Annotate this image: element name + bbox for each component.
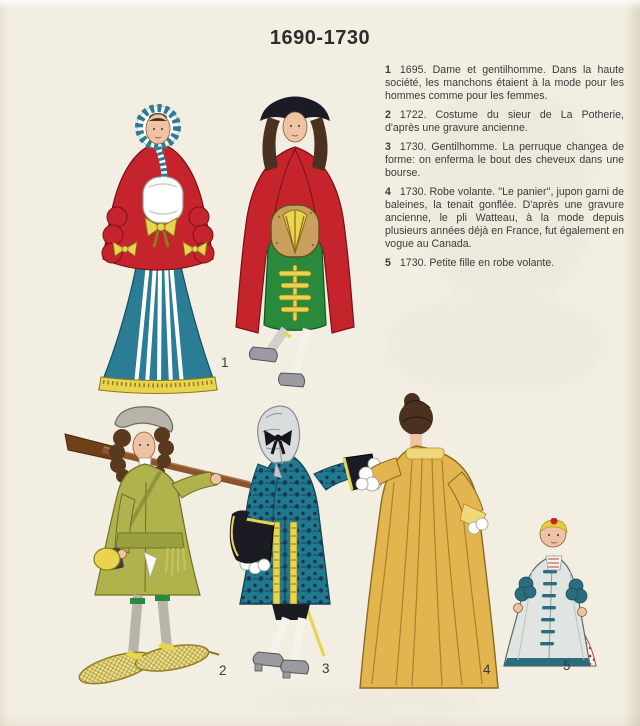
caption-5 [385, 257, 624, 270]
figure-lady-and-gentleman [55, 85, 375, 405]
caption-4-number: 4 [385, 186, 391, 198]
updo-hair [399, 393, 433, 435]
page-showthrough [390, 300, 600, 390]
caption-3 [385, 141, 624, 180]
legs [253, 604, 310, 678]
caption-3-text: 1730. Gentilhomme. La perruque changea de forme: on enferma le bout des cheveux dans une bourse. [385, 141, 624, 179]
figure-label-3: 3 [322, 661, 330, 676]
face [133, 432, 155, 460]
figure-little-girl-drawing [492, 518, 610, 680]
hand [514, 604, 523, 613]
figure-label-2: 2 [219, 663, 227, 678]
figure-man-with-musket-drawing [38, 402, 258, 692]
hand-on-musket [211, 474, 222, 485]
caption-2-text: 1722. Costume du sieur de La Potherie, d'après une gravure ancienne. [385, 109, 624, 134]
hip-pouch [94, 548, 120, 570]
caption-1-text: 1695. Dame et gentilhomme. Dans la haute société, les manchons étaient à la mode pour les hommes comme pour les femmes. [385, 64, 624, 102]
captions-block [385, 64, 624, 276]
hem-trim [504, 658, 590, 666]
garter [130, 598, 145, 604]
caption-4-text: 1730. Robe volante. ''Le panier'', jupon garni de baleines, la tenait gonflée. D'après une gravure ancienne, le pli Watteau, à la mode depuis plusieurs années déjà en France, fut également en vogue au Canada. [385, 186, 624, 250]
figure-label-5: 5 [563, 658, 571, 673]
girl-head [540, 518, 567, 547]
caption-1-number: 1 [385, 64, 391, 76]
grey-shoe [249, 347, 277, 362]
caption-3-number: 3 [385, 141, 391, 153]
caption-2-number: 2 [385, 109, 391, 121]
figure-lady-and-gentleman-drawing [55, 85, 375, 405]
figure-man-with-musket [38, 402, 258, 692]
hand [578, 608, 587, 617]
grey-shoe [279, 373, 305, 387]
figure-little-girl [492, 518, 610, 680]
figure-lady-robe-volante-drawing [352, 392, 507, 694]
caption-2 [385, 109, 624, 135]
lady-1695 [99, 106, 217, 394]
page-title: 1690-1730 [269, 27, 371, 49]
caption-5-number: 5 [385, 257, 391, 269]
figure-label-1: 1 [221, 355, 229, 370]
gentleman-legs [249, 329, 307, 387]
figure-label-4: 4 [483, 662, 491, 677]
caption-1 [385, 64, 624, 103]
garter [155, 595, 170, 601]
caption-5-text: 1730. Petite fille en robe volante. [399, 257, 555, 269]
gentleman-face [283, 112, 307, 142]
neckline-band [406, 448, 444, 459]
snowshoes [76, 639, 220, 690]
gentleman-1695 [236, 97, 354, 388]
caption-4 [385, 186, 624, 251]
waist-sash [116, 533, 184, 548]
figure-lady-robe-volante [352, 392, 507, 694]
